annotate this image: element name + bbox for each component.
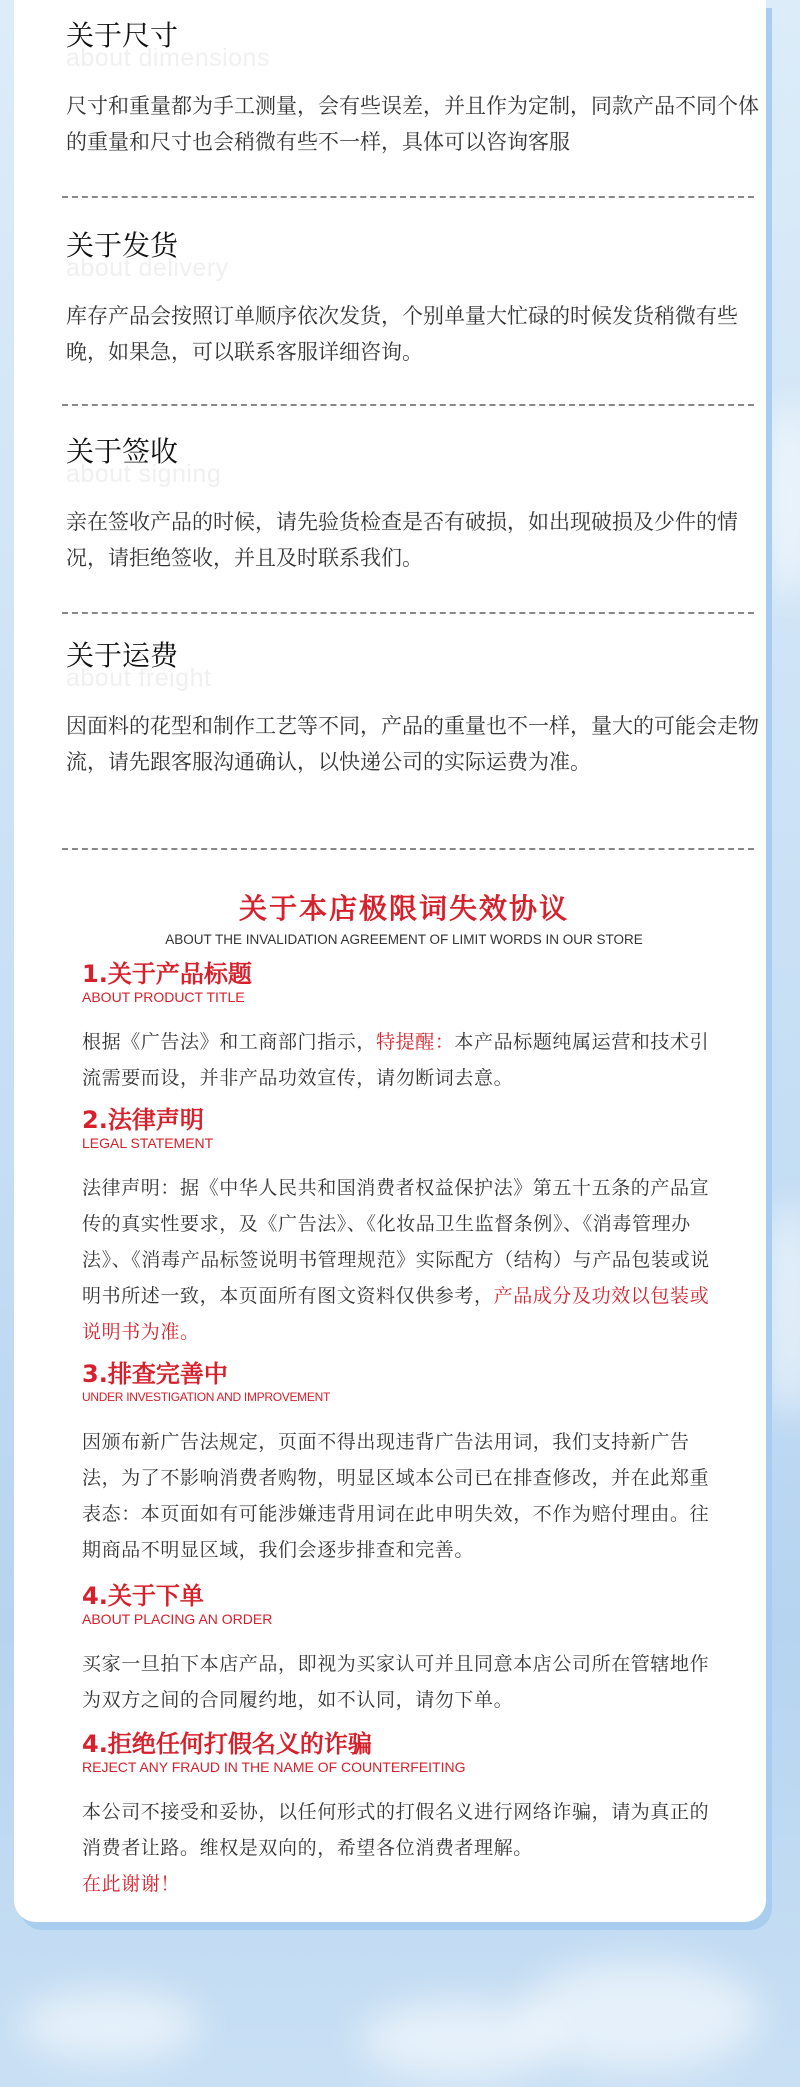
notice-subtitle: ABOUT THE INVALIDATION AGREEMENT OF LIMIT WORDS IN OUR STORE — [165, 932, 643, 947]
section-freight — [66, 639, 766, 832]
background-cloud — [520, 1960, 760, 2070]
content-card — [14, 0, 766, 1922]
item-english-heading: ABOUT PLACING AN ORDER — [82, 1611, 273, 1627]
notice-item-investigation — [82, 1360, 722, 1568]
section-signing — [66, 435, 766, 588]
divider — [62, 612, 754, 614]
notice-title: 关于本店极限词失效协议 — [238, 892, 569, 925]
body-text: 本公司不接受和妥协，以任何形式的打假名义进行网络诈骗，请为真正的消费者让路。维权是双向的，希望各位消费者理解。 — [82, 1801, 710, 1859]
section-title: 关于发货 — [66, 229, 179, 262]
highlight-text: 产品成分及功效以包装或说明书为准。 — [82, 1285, 710, 1343]
item-heading: 3.排查完善中 — [82, 1360, 228, 1388]
notice-item-legal-statement — [82, 1106, 722, 1350]
divider — [62, 848, 754, 850]
item-body: 买家一旦拍下本店产品，即视为买家认可并且同意本店公司所在管辖地作为双方之间的合同履约地，如不认同，请勿下单。 — [82, 1653, 710, 1711]
background-cloud — [760, 1200, 800, 1420]
background-cloud — [20, 1990, 200, 2060]
section-subtitle: about freight — [66, 664, 212, 692]
item-body — [82, 1794, 722, 1902]
section-subtitle: about signing — [66, 460, 222, 488]
section-delivery — [66, 229, 766, 382]
item-body — [82, 1170, 722, 1350]
notice-item-placing-order — [82, 1582, 722, 1718]
section-title: 关于尺寸 — [66, 19, 179, 52]
thanks-text: 在此谢谢！ — [82, 1873, 181, 1895]
highlight-text: 特提醒： — [376, 1031, 455, 1053]
notice-item-reject-fraud — [82, 1730, 722, 1902]
section-title: 关于签收 — [66, 435, 179, 468]
body-text: 本产品标题纯属运营和技术引流需要而设，并非产品功效宣传，请勿断词去意。 — [82, 1031, 710, 1089]
item-english-heading: ABOUT PRODUCT TITLE — [82, 989, 245, 1005]
body-text: 根据《广告法》和工商部门指示， — [82, 1031, 377, 1053]
item-body: 因颁布新广告法规定，页面不得出现违背广告法用词，我们支持新广告法，为了不影响消费者购物，明显区域本公司已在排查修改，并在此郑重表态：本页面如有可能涉嫌违背用词在此申明失效，不作为赔付理由。往期商品不明显区域，我们会逐步排查和完善。 — [82, 1431, 710, 1561]
item-heading: 4.拒绝任何打假名义的诈骗 — [82, 1730, 372, 1758]
item-heading: 4.关于下单 — [82, 1582, 204, 1610]
section-body: 尺寸和重量都为手工测量，会有些误差，并且作为定制，同款产品不同个体的重量和尺寸也会稍微有些不一样，具体可以咨询客服 — [66, 94, 759, 154]
background-cloud — [360, 2000, 560, 2080]
section-dimensions — [66, 19, 766, 172]
item-heading: 2.法律声明 — [82, 1106, 204, 1134]
item-english-heading: REJECT ANY FRAUD IN THE NAME OF COUNTERFEITING — [82, 1759, 466, 1775]
section-body: 因面料的花型和制作工艺等不同，产品的重量也不一样，量大的可能会走物流，请先跟客服沟通确认，以快递公司的实际运费为准。 — [66, 714, 759, 774]
divider — [62, 196, 754, 198]
background-cloud — [760, 400, 800, 600]
item-english-heading: UNDER INVESTIGATION AND IMPROVEMENT — [82, 1390, 330, 1404]
item-body — [82, 1024, 722, 1096]
section-body: 库存产品会按照订单顺序依次发货，个别单量大忙碌的时候发货稍微有些晚，如果急，可以联系客服详细咨询。 — [66, 304, 738, 364]
item-heading: 1.关于产品标题 — [82, 960, 252, 988]
body-text: 法律声明：据《中华人民共和国消费者权益保护法》第五十五条的产品宣传的真实性要求，及《广告法》、《化妆品卫生监督条例》、《消毒管理办法》、《消毒产品标签说明书管理规范》实际配方（结构）与产品包装或说明书所述一致，本页面所有图文资料仅供参考， — [82, 1177, 710, 1307]
section-title: 关于运费 — [66, 639, 179, 672]
notice-item-product-title — [82, 960, 722, 1096]
section-subtitle: about delivery — [66, 254, 229, 282]
item-english-heading: LEGAL STATEMENT — [82, 1135, 214, 1151]
divider — [62, 404, 754, 406]
section-body: 亲在签收产品的时候，请先验货检查是否有破损，如出现破损及少件的情况，请拒绝签收，并且及时联系我们。 — [66, 510, 738, 570]
section-subtitle: about dimensions — [66, 44, 270, 72]
